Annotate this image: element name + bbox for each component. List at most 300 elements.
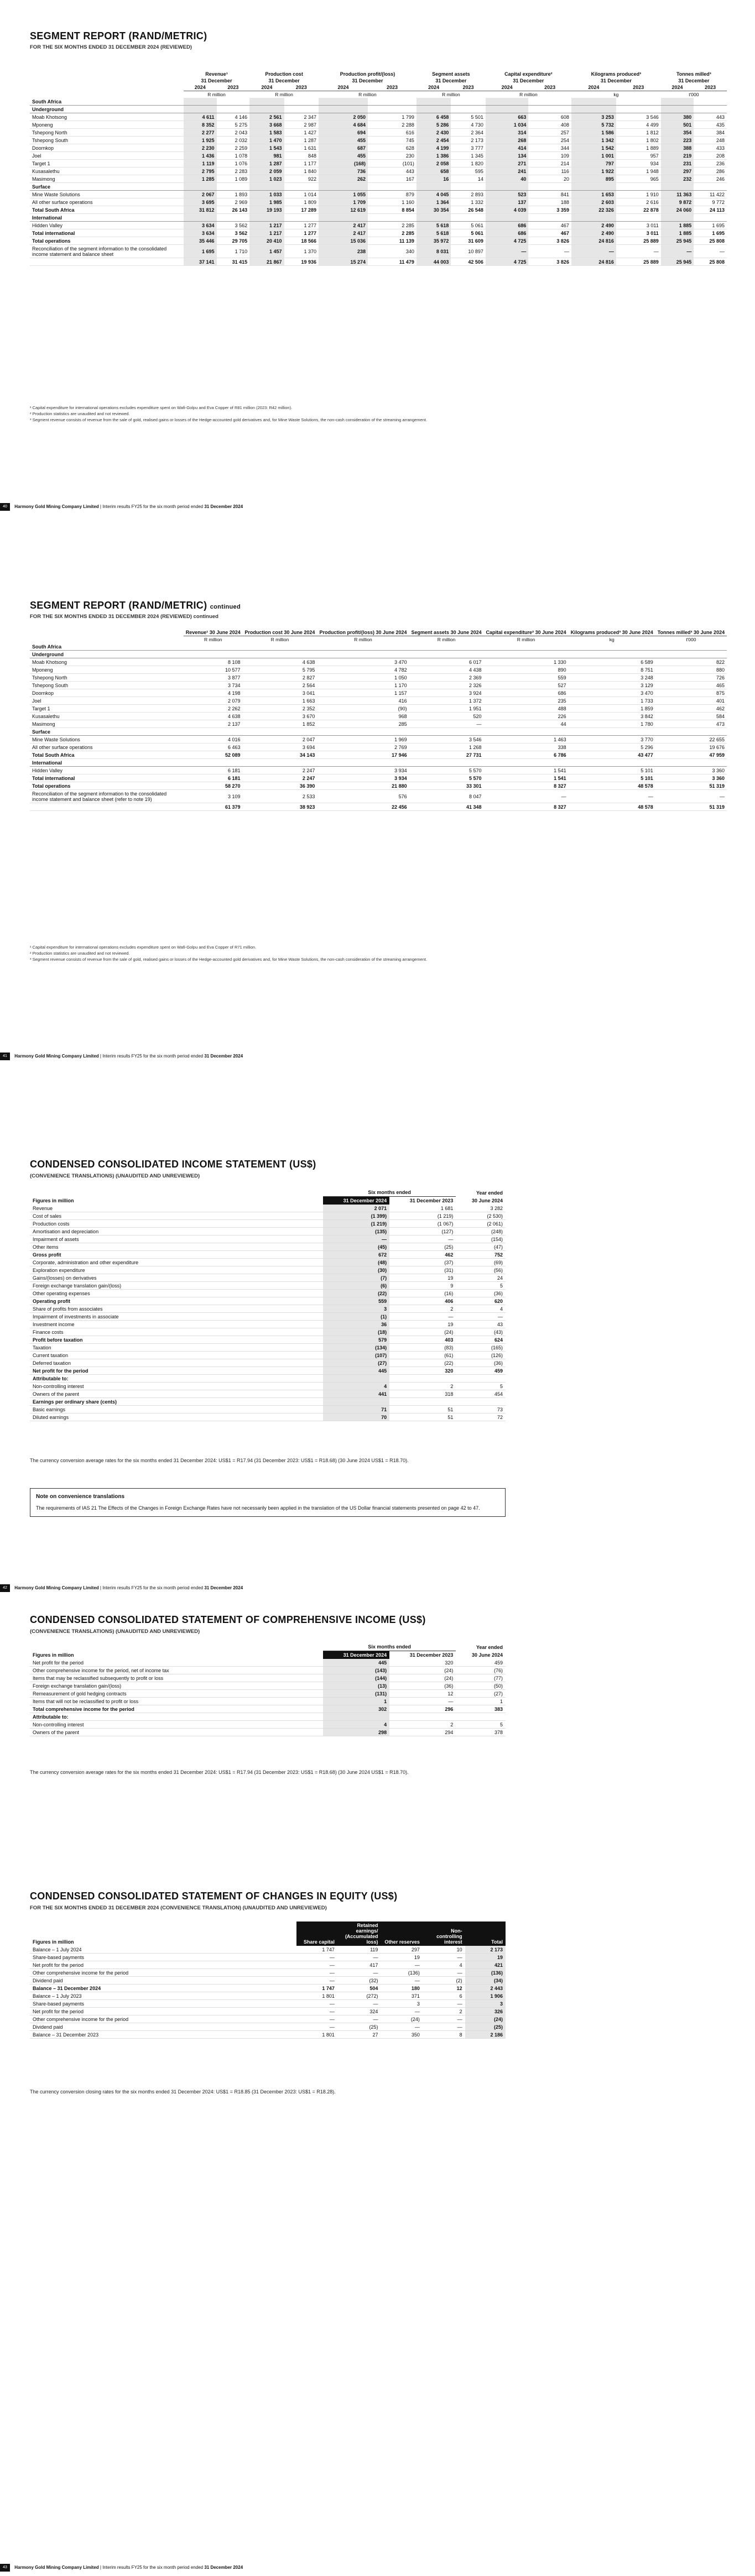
cell-value: 1 078 <box>217 152 250 160</box>
cell-value: 3 634 <box>184 229 217 237</box>
cell-value: 1 332 <box>451 198 486 206</box>
cell-value: 2 262 <box>184 705 242 713</box>
table-row <box>30 705 727 713</box>
row-label: Hidden Valley <box>30 222 184 229</box>
cell-value: 2 <box>423 2008 465 2015</box>
table-row <box>30 1336 506 1344</box>
cell-empty <box>571 214 616 222</box>
cell-value: 2 137 <box>184 720 242 728</box>
cell-value: — <box>337 1954 381 1961</box>
cell-value: 1 695 <box>694 229 727 237</box>
cell-value: 1 217 <box>249 229 284 237</box>
cell-value: 384 <box>694 129 727 137</box>
table-row <box>30 767 727 774</box>
cell-value: 3 470 <box>569 689 655 697</box>
table-row <box>30 121 727 129</box>
table-row <box>30 167 727 175</box>
cell-value: (24) <box>389 1674 456 1682</box>
cell-empty <box>484 759 569 767</box>
column-header: Total <box>465 1921 506 1946</box>
row-label: Net profit for the period <box>30 1659 323 1667</box>
cell-value: (36) <box>389 1682 456 1690</box>
cell-value: 584 <box>655 713 727 720</box>
column-group-header: Six months ended <box>323 1643 456 1651</box>
cell-value: 25 945 <box>661 237 694 245</box>
cell-value: 2 186 <box>465 2031 506 2039</box>
cell-value: (25) <box>389 1243 456 1251</box>
row-label: Target 1 <box>30 705 184 713</box>
cell-value: 232 <box>661 175 694 183</box>
cell-empty <box>484 651 569 658</box>
cell-value: 326 <box>465 2008 506 2015</box>
cell-value: 559 <box>484 674 569 682</box>
table-row <box>30 1698 506 1705</box>
cell-value: 30 354 <box>416 206 451 214</box>
cell-value: 8 352 <box>184 121 217 129</box>
cell-value: 3 562 <box>217 222 250 229</box>
column-header: 30 June 2024 <box>471 1198 503 1203</box>
cell-value: 1 543 <box>249 144 284 152</box>
table-row <box>30 790 727 803</box>
table-row <box>30 744 727 751</box>
row-label: Moab Khotsong <box>30 113 184 121</box>
row-label: Revenue <box>30 1205 323 1212</box>
cell-value: 687 <box>319 144 368 152</box>
table-row <box>30 720 727 728</box>
cell-value: 262 <box>319 175 368 183</box>
cell-value: 2 288 <box>368 121 416 129</box>
cell-value: 1 710 <box>217 245 250 258</box>
cell-value: 934 <box>616 160 661 167</box>
cell-value: 2 443 <box>465 1985 506 1992</box>
column-header: Production cost 30 June 2024 <box>244 630 315 635</box>
cell-value: 1 859 <box>569 705 655 713</box>
cell-empty <box>655 643 727 651</box>
cell-value: 1 820 <box>451 160 486 167</box>
footnote: ¹ Capital expenditure for international operations excludes expenditure spent on Wafi-Golpu and Eva Copper of R71 million. <box>30 945 257 950</box>
row-label: Total international <box>30 774 184 782</box>
year-label: 2023 <box>705 85 716 90</box>
header-row <box>30 1197 506 1205</box>
cell-value: 1 023 <box>249 175 284 183</box>
cell-value: (36) <box>456 1359 506 1367</box>
cell-value: — <box>337 1969 381 1977</box>
cell-value: — <box>616 245 661 258</box>
cell-empty <box>284 106 319 113</box>
cell-value: 47 959 <box>655 751 727 759</box>
cell-value: (36) <box>456 1290 506 1297</box>
cell-value: 25 889 <box>616 237 661 245</box>
cell-value: 1 470 <box>249 137 284 144</box>
cell-value: 2 032 <box>217 137 250 144</box>
cell-value: 2 533 <box>242 790 317 803</box>
cell-value: (83) <box>389 1344 456 1352</box>
unit-label: R million <box>319 91 416 98</box>
cell-value: 445 <box>323 1659 389 1667</box>
cell-value: — <box>337 2015 381 2023</box>
table-row <box>30 666 727 674</box>
page-number: 41 <box>0 1053 10 1060</box>
table-row <box>30 1406 506 1413</box>
cell-value: (101) <box>368 160 416 167</box>
cell-value: — <box>381 1977 422 1985</box>
year-label: 2024 <box>194 85 206 90</box>
cell-value: — <box>296 1954 337 1961</box>
cell-value: 48 578 <box>569 803 655 811</box>
cell-value: 24 <box>456 1274 506 1282</box>
cell-value: 51 319 <box>655 803 727 811</box>
table-row <box>30 2031 506 2039</box>
cell-value: 219 <box>661 152 694 160</box>
cell-value: 2 047 <box>242 736 317 744</box>
cell-value: 1 157 <box>317 689 409 697</box>
row-label: Other items <box>30 1243 323 1251</box>
cell-value: 271 <box>486 160 529 167</box>
cell-empty <box>655 728 727 736</box>
table-row <box>30 1375 506 1383</box>
cell-value: 3 826 <box>528 258 571 266</box>
cell-value: — <box>296 1977 337 1985</box>
year-label: 2023 <box>295 85 307 90</box>
cell-empty <box>571 98 616 106</box>
cell-empty <box>217 106 250 113</box>
cell-empty <box>319 106 368 113</box>
cell-value: 2 490 <box>571 229 616 237</box>
cell-value: 523 <box>486 191 529 198</box>
table-row <box>30 1390 506 1398</box>
cell-value: 5 061 <box>451 229 486 237</box>
cell-value: 1 809 <box>284 198 319 206</box>
cell-value: 2 364 <box>451 129 486 137</box>
cell-value: 20 <box>528 175 571 183</box>
cell-value: 1 001 <box>571 152 616 160</box>
table-row <box>30 1961 506 1969</box>
table-row <box>30 689 727 697</box>
cell-empty <box>184 214 217 222</box>
cell-value: 11 479 <box>368 258 416 266</box>
cell-value: 119 <box>337 1946 381 1954</box>
cell-empty <box>217 98 250 106</box>
cell-value: 70 <box>323 1413 389 1421</box>
cell-value: 36 390 <box>242 782 317 790</box>
cell-value: 406 <box>389 1297 456 1305</box>
row-label: International <box>30 214 184 222</box>
cell-value: 26 548 <box>451 206 486 214</box>
period-label: 31 December <box>352 78 383 83</box>
cell-value: 6 181 <box>184 774 242 782</box>
cell-value: 61 379 <box>184 803 242 811</box>
table-row <box>30 1954 506 1961</box>
cell-empty <box>571 106 616 113</box>
table-row <box>30 113 727 121</box>
table-row <box>30 175 727 183</box>
cell-value: 3 <box>465 2000 506 2008</box>
page-title: CONDENSED CONSOLIDATED STATEMENT OF COMPREHENSIVE INCOME (US$) <box>30 1614 426 1625</box>
cell-value: 21 880 <box>317 782 409 790</box>
cell-value: 501 <box>661 121 694 129</box>
row-label: Mponeng <box>30 666 184 674</box>
column-header: Share capital <box>296 1921 337 1946</box>
header-row <box>30 629 727 636</box>
cell-value: 25 808 <box>694 237 727 245</box>
cell-value: (1 219) <box>389 1212 456 1220</box>
footer-date: 31 December 2024 <box>204 1054 243 1059</box>
row-label: Doornkop <box>30 689 184 697</box>
cell-value: 890 <box>484 666 569 674</box>
row-label: Diluted earnings <box>30 1413 323 1421</box>
cell-value: 2 430 <box>416 129 451 137</box>
cell-value: 1 747 <box>296 1946 337 1954</box>
cell-value: 2 893 <box>451 191 486 198</box>
cell-value: 559 <box>323 1297 389 1305</box>
cell-value: 21 867 <box>249 258 284 266</box>
cell-value: 2 <box>389 1383 456 1390</box>
cell-value: 6 <box>423 1992 465 2000</box>
row-label: Total South Africa <box>30 206 184 214</box>
cell-empty <box>486 106 529 113</box>
cell-value: 294 <box>389 1729 456 1736</box>
cell-value: 3 253 <box>571 113 616 121</box>
cell-value: 1 160 <box>368 198 416 206</box>
table-row <box>30 160 727 167</box>
cell-value: 226 <box>484 713 569 720</box>
cell-value: (90) <box>317 705 409 713</box>
cell-value: 5 <box>456 1383 506 1390</box>
row-label: Other comprehensive income for the period, net of income tax <box>30 1667 323 1674</box>
column-header: Non-controlling interest <box>423 1921 465 1946</box>
cell-value: (25) <box>337 2023 381 2031</box>
year-label: 2023 <box>544 85 556 90</box>
cell-empty <box>616 214 661 222</box>
cell-value <box>389 1713 456 1721</box>
table-row <box>30 245 727 258</box>
row-label: Corporate, administration and other expenditure <box>30 1259 323 1266</box>
cell-value: 1 653 <box>571 191 616 198</box>
column-header: Other reserves <box>381 1921 422 1946</box>
cell-value: 1 427 <box>284 129 319 137</box>
cell-value: (131) <box>323 1690 389 1698</box>
cell-value: 3 129 <box>569 682 655 689</box>
unit-label: kg <box>569 636 655 643</box>
figures-label: Figures in million <box>33 1198 74 1203</box>
row-label: Share of profits from associates <box>30 1305 323 1313</box>
cell-value: (24) <box>465 2015 506 2023</box>
cell-value: 302 <box>323 1705 389 1713</box>
unit-label: R million <box>416 91 486 98</box>
cell-empty <box>616 183 661 191</box>
cell-empty <box>249 214 284 222</box>
cell-empty <box>569 651 655 658</box>
cell-value: 2 969 <box>217 198 250 206</box>
cell-value <box>323 1713 389 1721</box>
cell-value: 2 173 <box>465 1946 506 1954</box>
cell-value: 44 <box>484 720 569 728</box>
cell-value: 11 363 <box>661 191 694 198</box>
table-row <box>30 674 727 682</box>
cell-value: 1 681 <box>389 1205 456 1212</box>
cell-empty <box>616 98 661 106</box>
cell-empty <box>184 759 242 767</box>
table-row <box>30 237 727 245</box>
cell-value: 3 011 <box>616 222 661 229</box>
year-label: 2023 <box>633 85 644 90</box>
cell-value <box>456 1398 506 1406</box>
cell-value: 6 017 <box>409 658 484 666</box>
cell-value: 22 456 <box>317 803 409 811</box>
cell-value: 318 <box>389 1390 456 1398</box>
cell-value: (144) <box>323 1674 389 1682</box>
box-title: Note on convenience translations <box>36 1494 125 1500</box>
header-blank <box>30 1188 323 1197</box>
cell-value: (165) <box>456 1344 506 1352</box>
cell-empty <box>242 728 317 736</box>
cell-value: 822 <box>655 658 727 666</box>
period-label: 31 December <box>268 78 300 83</box>
cell-value: 2 <box>389 1721 456 1729</box>
cell-value: 10 577 <box>184 666 242 674</box>
cell-value: 3 546 <box>409 736 484 744</box>
column-header: Retained earnings/ (Accumulated loss) <box>337 1921 381 1946</box>
cell-empty <box>528 183 571 191</box>
cell-value: 285 <box>317 720 409 728</box>
cell-value: (61) <box>389 1352 456 1359</box>
row-label: Underground <box>30 106 184 113</box>
table-row <box>30 1220 506 1228</box>
cell-value: 180 <box>381 1985 422 1992</box>
page-subtitle: FOR THE SIX MONTHS ENDED 31 DECEMBER 2024 (REVIEWED) <box>30 44 192 50</box>
cell-value: 350 <box>381 2031 422 2039</box>
cell-value: 2 071 <box>323 1205 389 1212</box>
cell-empty <box>486 98 529 106</box>
row-label: Dividend paid <box>30 1977 296 1985</box>
cell-empty <box>409 759 484 767</box>
row-label: Production costs <box>30 1220 323 1228</box>
cell-value: 134 <box>486 152 529 160</box>
cell-value: (31) <box>389 1266 456 1274</box>
header-blank <box>30 1643 323 1651</box>
cell-value: 4 499 <box>616 121 661 129</box>
row-label: Surface <box>30 183 184 191</box>
row-label: All other surface operations <box>30 198 184 206</box>
table-row <box>30 1359 506 1367</box>
header-row <box>30 71 727 77</box>
table-row <box>30 1259 506 1266</box>
income-statement-table <box>30 1188 506 1421</box>
page-comprehensive-income <box>0 1614 755 1879</box>
cell-value: 72 <box>456 1413 506 1421</box>
cell-value: 2 043 <box>217 129 250 137</box>
table-row <box>30 682 727 689</box>
cell-value: 24 816 <box>571 237 616 245</box>
row-label: Dividend paid <box>30 2023 296 2031</box>
page-income-statement <box>0 1128 755 1609</box>
table-row <box>30 1212 506 1220</box>
cell-value: 628 <box>368 144 416 152</box>
table-row <box>30 144 727 152</box>
row-label: Reconciliation of the segment information to the consolidated income statement and balance sheet <box>30 245 184 258</box>
cell-value: 1 342 <box>571 137 616 144</box>
cell-value: 1 985 <box>249 198 284 206</box>
table-row <box>30 1305 506 1313</box>
table-row <box>30 1313 506 1321</box>
cell-value: 5 570 <box>409 767 484 774</box>
cell-value: 2 769 <box>317 744 409 751</box>
table-row <box>30 782 727 790</box>
cell-empty <box>249 106 284 113</box>
table-row <box>30 1977 506 1985</box>
footer-text: Interim results FY25 for the six month period ended <box>102 1054 204 1059</box>
row-label: Joel <box>30 152 184 160</box>
cell-value: (272) <box>337 1992 381 2000</box>
cell-value: 344 <box>528 144 571 152</box>
row-label: International <box>30 759 184 767</box>
footer-company: Harmony Gold Mining Company Limited <box>14 2565 99 2570</box>
cell-value: 8 327 <box>484 803 569 811</box>
cell-value: (18) <box>323 1328 389 1336</box>
cell-value: 1 906 <box>465 1992 506 2000</box>
page-title <box>30 600 241 611</box>
figures-label: Figures in million <box>33 1652 74 1658</box>
cell-value: — <box>423 1954 465 1961</box>
row-label: Mine Waste Solutions <box>30 736 184 744</box>
cell-value: 15 274 <box>319 258 368 266</box>
cell-value: 443 <box>694 113 727 121</box>
cell-value: 27 731 <box>409 751 484 759</box>
cell-value: — <box>296 2023 337 2031</box>
cell-value: (1 399) <box>323 1212 389 1220</box>
unit-row <box>30 91 727 98</box>
cell-value: 1 948 <box>616 167 661 175</box>
table-row <box>30 751 727 759</box>
cell-value: 880 <box>655 666 727 674</box>
cell-value: 6 786 <box>484 751 569 759</box>
cell-value: (6) <box>323 1282 389 1290</box>
table-row <box>30 1282 506 1290</box>
changes-in-equity-table <box>30 1921 506 2039</box>
cell-value: (126) <box>456 1352 506 1359</box>
year-label: 2024 <box>337 85 349 90</box>
cell-value: (7) <box>323 1274 389 1282</box>
cell-value: 2 827 <box>242 674 317 682</box>
cell-value: 8 031 <box>416 245 451 258</box>
table-row <box>30 803 727 811</box>
year-label: 2023 <box>227 85 239 90</box>
row-label: Profit before taxation <box>30 1336 323 1344</box>
row-label: Share-based payments <box>30 1954 296 1961</box>
year-label: 2023 <box>386 85 398 90</box>
table-row <box>30 106 727 113</box>
cell-value: 1 034 <box>486 121 529 129</box>
cell-value: 608 <box>528 113 571 121</box>
table-row <box>30 1228 506 1235</box>
column-header: 30 June 2024 <box>471 1652 503 1658</box>
footnote: ¹ Capital expenditure for international operations excludes expenditure spent on Wafi-Golpu and Eva Copper of R81 million (2023: R42 million). <box>30 405 293 410</box>
unit-label: R million <box>184 91 249 98</box>
cell-value: 58 270 <box>184 782 242 790</box>
cell-value: (24) <box>381 2015 422 2023</box>
cell-empty <box>217 183 250 191</box>
table-row <box>30 1713 506 1721</box>
cell-value: 12 <box>423 1985 465 1992</box>
cell-value: 1 799 <box>368 113 416 121</box>
cell-value: 1 709 <box>319 198 368 206</box>
cell-value: — <box>484 790 569 803</box>
cell-value: (143) <box>323 1667 389 1674</box>
cell-value: 380 <box>661 113 694 121</box>
cell-value: 3 360 <box>655 774 727 782</box>
row-label: Items that may be reclassified subsequently to profit or loss <box>30 1674 323 1682</box>
cell-value: 296 <box>389 1705 456 1713</box>
